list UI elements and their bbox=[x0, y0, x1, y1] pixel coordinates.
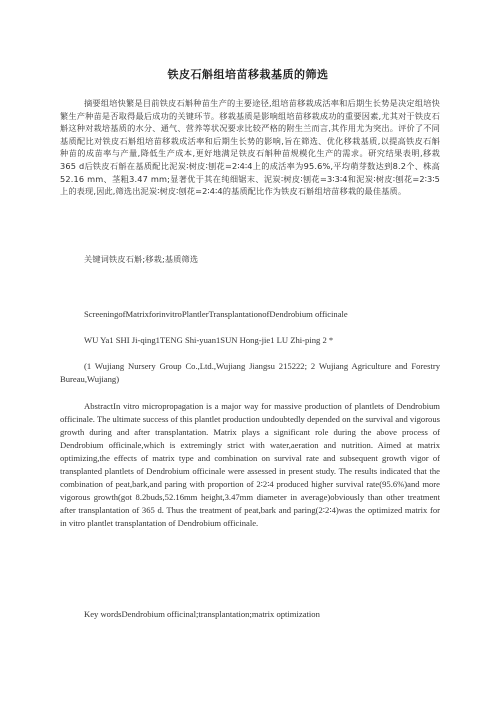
author-list: WU Ya1 SHI Ji-qing1TENG Shi-yuan1SUN Hong-jie1 LU Zhi-ping 2 * bbox=[84, 335, 334, 345]
abstract-english: AbstractIn vitro micropropagation is a major way for massive production of plantlets of Dendrobium officinale. The ultimate success of this plantlet production undoubtedly depended on the survival and vigorous growth during and after transplantation. Matrix plays a significant role during the above process of Dendrobium officinale,which is extremingly strict with water,aeration and nutrition. Aimed at matrix optimizing,the effects of matrix type and combination on survival rate and subsequent growth vigor of transplanted plantlets of Dendrobium officinale were assessed in present study. The results indicated that the combination of peat,bark,and paring with proportion of 2∶2∶4 produced higher survival rate(95.6%)and more vigorous growth(got 8.2buds,52.16mm height,3.47mm diameter in average)obviously than other treatment after transplantation of 365 d. Thus the treatment of peat,bark and paring(2∶2∶4)was the optimized matrix for in vitro plantlet transplantation of Dendrobium officinale. bbox=[60, 401, 440, 528]
paper-title: 铁皮石斛组培苗移栽基质的筛选 bbox=[167, 68, 329, 81]
keywords-chinese: 关键词铁皮石斛;移栽;基质筛选 bbox=[84, 254, 199, 264]
abstract-chinese: 摘要组培快繁是目前铁皮石斛种苗生产的主要途径,组培苗移栽成活率和后期生长势是决定组培快繁生产种苗是否取得最后成功的关键环节。移栽基质是影响组培苗移栽成功的重要因素,尤其对于铁皮石斛这种对栽培基质的水分、通气、营养等状况要求比较严格的附生兰而言,其作用尤为突出。评价了不同基质配比对铁皮石斛组培苗移栽成活率和后期生长势的影响,旨在筛选、优化移栽基质,以提高铁皮石斛种苗的成苗率与产量,降低生产成本,更好地满足铁皮石斛种苗规模化生产的需求。研究结果表明,移栽365 d后铁皮石斛在基质配比泥炭∶树皮∶刨花=2∶4∶4上的成活率为95.6%,平均萌芽数达到8.2个、株高52.16 mm、茎粗3.47 mm;显著优于其在纯细锯末、泥炭∶树皮∶刨花=3∶3∶4和泥炭∶树皮∶刨花=2∶3∶5上的表现,因此,筛选出泥炭∶树皮∶刨花=2∶4∶4的基质配比作为铁皮石斛组培苗移栽的最佳基质。 bbox=[60, 98, 440, 197]
author-affiliation: (1 Wujiang Nursery Group Co.,Ltd.,Wujiang Jiangsu 215222; 2 Wujiang Agriculture and Forestry Bureau,Wujiang) bbox=[60, 361, 440, 384]
keywords-english: Key wordsDendrobium officinal;transplantation;matrix optimization bbox=[84, 609, 320, 619]
paper-title-english: ScreeningofMatrixforinvitroPlantlerTransplantationofDendrobium officinale bbox=[84, 309, 348, 319]
